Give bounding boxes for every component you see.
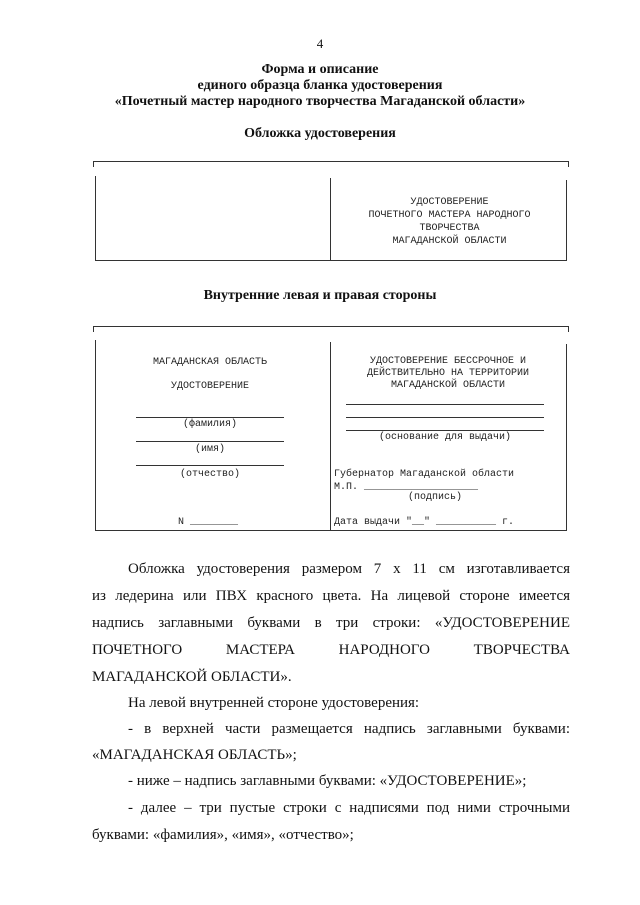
certificate-number: N ________ <box>178 517 239 528</box>
cover-text-line-2: ПОЧЕТНОГО МАСТЕРА НАРОДНОГО <box>368 210 531 221</box>
cover-text-line-1: УДОСТОВЕРЕНИЕ <box>410 197 489 208</box>
body-p1-line-4: ПОЧЕТНОГО МАСТЕРА НАРОДНОГО ТВОРЧЕСТВА <box>92 642 570 658</box>
issue-date: Дата выдачи "__" __________ г. <box>334 517 515 528</box>
body-p2: На левой внутренней стороне удостоверения: <box>128 695 420 711</box>
cover-text-line-3: ТВОРЧЕСТВА <box>419 223 480 234</box>
basis-line-1 <box>346 404 544 405</box>
title-line-1: Форма и описание <box>261 62 379 77</box>
stamp-label: М.П. ___________________ <box>334 482 479 493</box>
body-p3-line-2: «МАГАДАНСКАЯ ОБЛАСТЬ»; <box>92 747 297 763</box>
inner-right-line-2: ДЕЙСТВИТЕЛЬНО НА ТЕРРИТОРИИ <box>366 368 530 379</box>
cover-heading: Обложка удостоверения <box>244 126 396 141</box>
body-p5-line-1: - далее – три пустые строки с надписями под ними строчными <box>128 800 570 816</box>
governor-label: Губернатор Магаданской области <box>334 469 515 480</box>
patronymic-caption: (отчество) <box>179 469 240 480</box>
body-p1-line-2: из ледерина или ПВХ красного цвета. На лицевой стороне имеется <box>92 588 570 604</box>
name-line <box>136 441 284 442</box>
inner-right-line-3: МАГАДАНСКОЙ ОБЛАСТИ <box>390 380 506 391</box>
body-p4: - ниже – надпись заглавными буквами: «УДОСТОВЕРЕНИЕ»; <box>128 773 527 789</box>
body-p1-line-1: Обложка удостоверения размером 7 х 11 см изготавливается <box>128 561 570 577</box>
surname-caption: (фамилия) <box>182 419 237 430</box>
inner-left-region: МАГАДАНСКАЯ ОБЛАСТЬ <box>152 357 268 368</box>
basis-caption: (основание для выдачи) <box>378 432 512 443</box>
inner-heading: Внутренние левая и правая стороны <box>203 288 437 303</box>
basis-line-2 <box>346 417 544 418</box>
cover-text-line-4: МАГАДАНСКОЙ ОБЛАСТИ <box>392 236 507 247</box>
page-number: 4 <box>316 36 324 51</box>
body-p1-line-5: МАГАДАНСКОЙ ОБЛАСТИ». <box>92 669 292 685</box>
title-line-3: «Почетный мастер народного творчества Магаданской области» <box>114 94 526 109</box>
inner-left-doc: УДОСТОВЕРЕНИЕ <box>170 381 249 392</box>
name-caption: (имя) <box>194 444 225 455</box>
basis-line-3 <box>346 430 544 431</box>
title-line-2: единого образца бланка удостоверения <box>197 78 443 93</box>
patronymic-line <box>136 465 284 466</box>
inner-right-line-1: УДОСТОВЕРЕНИЕ БЕССРОЧНОЕ И <box>369 356 527 367</box>
body-p1-line-3: надпись заглавными буквами в три строки: «УДОСТОВЕРЕНИЕ <box>92 615 570 631</box>
signature-caption: (подпись) <box>407 492 462 503</box>
body-p5-line-2: буквами: «фамилия», «имя», «отчество»; <box>92 827 354 843</box>
body-p3-line-1: - в верхней части размещается надпись заглавными буквами: <box>128 721 570 737</box>
surname-line <box>136 417 284 418</box>
